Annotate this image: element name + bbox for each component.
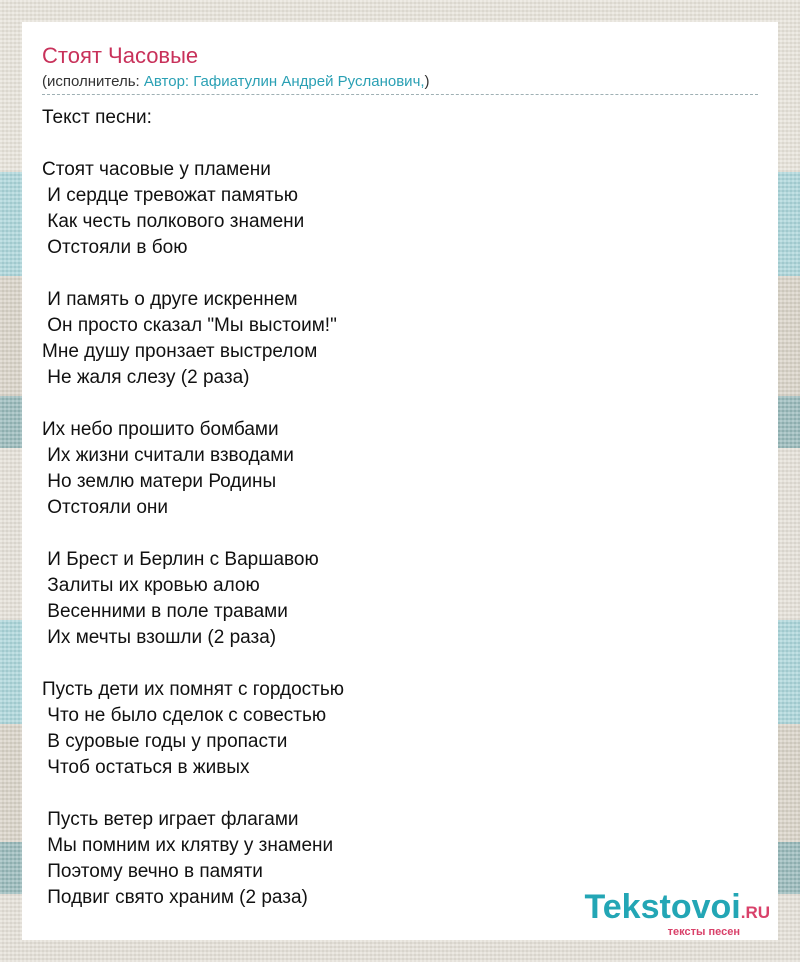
lyric-line: Что не было сделок с совестью (42, 705, 327, 726)
lyrics-card (22, 22, 778, 940)
lyric-line (42, 261, 758, 287)
lyric-line: Отстояли они (42, 497, 169, 518)
lyric-line: И сердце тревожат памятью (42, 185, 298, 206)
lyric-line: Залиты их кровью алою (42, 575, 260, 596)
lyric-line: Подвиг свято храним (2 раза) (42, 887, 308, 908)
site-logo[interactable] (585, 890, 770, 938)
lyric-line (42, 521, 758, 547)
lyric-line (42, 651, 758, 677)
lyric-line (42, 781, 758, 807)
lyric-line (42, 391, 758, 417)
artist-line (42, 72, 758, 95)
lyric-line: Но землю матери Родины (42, 471, 277, 492)
artist-link[interactable]: Автор: Гафиатулин Андрей Русланович, (143, 73, 425, 90)
lyrics-lines (42, 131, 758, 911)
lyrics-body (42, 105, 758, 911)
lyric-line: Весенними в поле травами (42, 601, 288, 622)
logo-tagline: тексты песен (667, 926, 740, 938)
lyric-line: Мы помним их клятву у знамени (42, 835, 334, 856)
lyrics-label: Текст песни: (42, 107, 152, 128)
lyric-line: Пусть дети их помнят с гордостью (42, 679, 345, 700)
lyric-line: Поэтому вечно в памяти (42, 861, 263, 882)
logo-tld: .RU (740, 903, 770, 922)
lyric-line: И память о друге искреннем (42, 289, 298, 310)
lyric-line: Их небо прошито бомбами (42, 419, 279, 440)
lyric-line: Как честь полкового знамени (42, 211, 305, 232)
lyric-line: Он просто сказал "Мы выстоим!" (42, 315, 337, 336)
lyric-line: Их жизни считали взводами (42, 445, 294, 466)
lyric-line (42, 131, 758, 157)
lyric-line: Отстояли в бою (42, 237, 188, 258)
artist-prefix: (исполнитель: (42, 73, 144, 90)
lyric-line: Пусть ветер играет флагами (42, 809, 299, 830)
lyric-line: В суровые годы у пропасти (42, 731, 288, 752)
artist-suffix: ) (424, 73, 430, 90)
lyric-line: И Брест и Берлин с Варшавою (42, 549, 319, 570)
logo-main-text: Tekstovoi (584, 888, 741, 926)
lyric-line: Не жаля слезу (2 раза) (42, 367, 250, 388)
song-title: Стоят Часовые (42, 43, 199, 68)
lyric-line: Чтоб остаться в живых (42, 757, 250, 778)
lyric-line: Мне душу пронзает выстрелом (42, 341, 318, 362)
lyric-line: Стоят часовые у пламени (42, 159, 271, 180)
lyric-line: Их мечты взошли (2 раза) (42, 627, 277, 648)
